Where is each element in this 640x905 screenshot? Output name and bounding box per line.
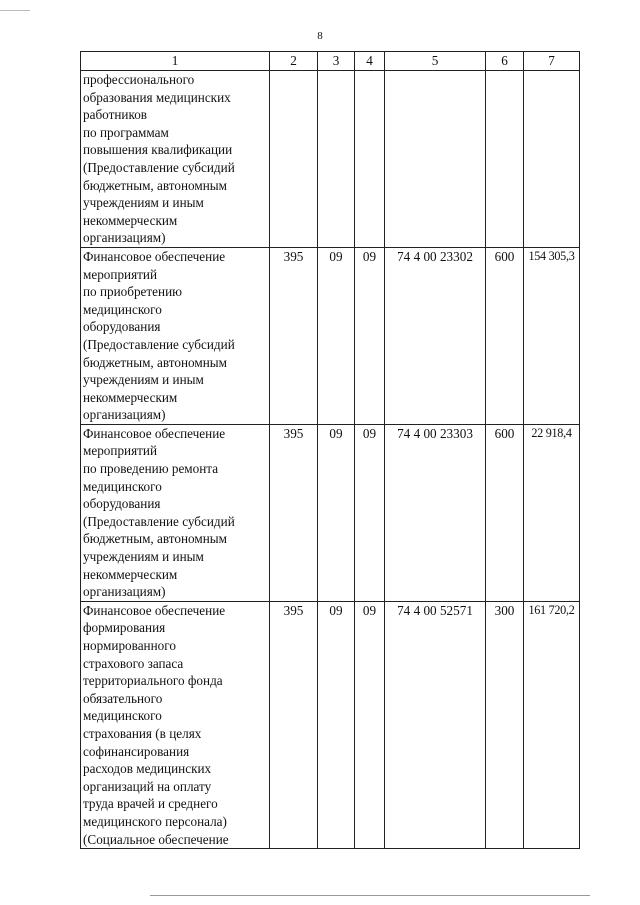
expense-name-line: территориального фонда [83, 673, 223, 689]
target-item-code-cell [385, 71, 486, 248]
expense-name-line: мероприятий [83, 443, 158, 459]
expense-name-line: учреждениям и иным [83, 549, 204, 565]
expense-name-line: медицинского [83, 708, 162, 724]
expense-name-line: Финансовое обеспечение [83, 248, 226, 264]
expense-name-line: организациям) [83, 407, 166, 423]
expense-name-line: труда врачей и среднего [83, 796, 218, 812]
expense-name-line: некоммерческим [83, 389, 178, 405]
target-item-code-cell: 74 4 00 52571 [385, 601, 486, 848]
expense-name-line: (Предоставление субсидий [83, 513, 235, 529]
ministry-code-cell [270, 71, 318, 248]
amount-cell: 154 305,3 [524, 247, 580, 424]
expense-name-line: медицинского [83, 478, 162, 494]
column-header-4: 4 [355, 52, 385, 71]
expense-name-line: организациям) [83, 230, 166, 246]
ministry-code-cell: 395 [270, 247, 318, 424]
budget-table [80, 51, 580, 849]
expense-name-line: обязательного [83, 690, 163, 706]
expense-type-code-cell: 600 [486, 424, 524, 601]
table-row [81, 247, 580, 424]
expense-name-line: по приобретению [83, 284, 182, 300]
expense-name-line: повышения квалификации [83, 142, 233, 158]
expense-name-line: организаций на оплату [83, 778, 212, 794]
subsection-code-cell: 09 [355, 424, 385, 601]
expense-name-line: Финансовое обеспечение [83, 425, 226, 441]
expense-name-cell [81, 424, 270, 601]
subsection-code-cell [355, 71, 385, 248]
expense-name-cell [81, 71, 270, 248]
expense-name-cell [81, 247, 270, 424]
expense-name-line: формирования [83, 620, 166, 636]
amount-cell: 161 720,2 [524, 601, 580, 848]
expense-name-line: некоммерческим [83, 212, 178, 228]
ministry-code-cell: 395 [270, 601, 318, 848]
expense-type-code-cell [486, 71, 524, 248]
expense-name-line: (Социальное обеспечение [83, 831, 229, 847]
ministry-code-cell: 395 [270, 424, 318, 601]
amount-cell: 22 918,4 [524, 424, 580, 601]
expense-name-line: (Предоставление субсидий [83, 159, 235, 175]
target-item-code-cell: 74 4 00 23302 [385, 247, 486, 424]
column-header-6: 6 [486, 52, 524, 71]
section-code-cell: 09 [318, 424, 355, 601]
subsection-code-cell: 09 [355, 247, 385, 424]
scan-edge-mark [0, 10, 30, 11]
expense-type-code-cell: 600 [486, 247, 524, 424]
expense-name-line: профессионального [83, 72, 195, 87]
page-number: 8 [317, 30, 323, 42]
bottom-scan-line [150, 895, 590, 896]
table-row [81, 424, 580, 601]
expense-name-line: некоммерческим [83, 566, 178, 582]
expense-name-line: медицинского персонала) [83, 813, 227, 829]
table-row [81, 71, 580, 248]
expense-type-code-cell: 300 [486, 601, 524, 848]
target-item-code-cell: 74 4 00 23303 [385, 424, 486, 601]
expense-name-line: расходов медицинских [83, 761, 212, 777]
expense-name-line: оборудования [83, 319, 161, 335]
expense-name-line: организациям) [83, 584, 166, 600]
expense-name-line: оборудования [83, 496, 161, 512]
section-code-cell [318, 71, 355, 248]
expense-name-line: бюджетным, автономным [83, 354, 227, 370]
expense-name-line: мероприятий [83, 266, 158, 282]
expense-name-line: работников [83, 107, 148, 123]
column-header-1: 1 [81, 52, 270, 71]
expense-name-line: по проведению ремонта [83, 461, 219, 477]
subsection-code-cell: 09 [355, 601, 385, 848]
expense-name-line: бюджетным, автономным [83, 177, 227, 193]
expense-name-cell [81, 601, 270, 848]
column-header-3: 3 [318, 52, 355, 71]
expense-name-line: Финансовое обеспечение [83, 602, 226, 618]
expense-name-line: софинансирования [83, 743, 190, 759]
expense-name-line: медицинского [83, 301, 162, 317]
amount-cell [524, 71, 580, 248]
table-row [81, 601, 580, 848]
column-header-5: 5 [385, 52, 486, 71]
expense-name-line: по программам [83, 124, 169, 140]
table-body [81, 71, 580, 849]
expense-name-line: учреждениям и иным [83, 195, 204, 211]
expense-name-line: страхового запаса [83, 655, 184, 671]
column-header-7: 7 [524, 52, 580, 71]
expense-name-line: бюджетным, автономным [83, 531, 227, 547]
expense-name-line: страхования (в целях [83, 725, 202, 741]
section-code-cell: 09 [318, 247, 355, 424]
column-header-2: 2 [270, 52, 318, 71]
expense-name-line: учреждениям и иным [83, 372, 204, 388]
expense-name-line: (Предоставление субсидий [83, 336, 235, 352]
expense-name-line: образования медицинских [83, 89, 231, 105]
table-header-row [81, 52, 580, 71]
section-code-cell: 09 [318, 601, 355, 848]
expense-name-line: нормированного [83, 638, 176, 653]
